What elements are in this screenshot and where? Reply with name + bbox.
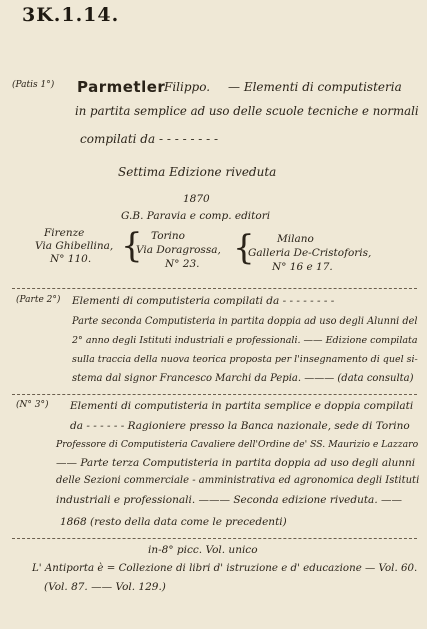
entry3-tag: (N° 3°) (16, 400, 49, 410)
entry1-edition: Settima Edizione riveduta (118, 165, 277, 179)
brace-glyph: { (233, 228, 255, 268)
entry3-line: Elementi di computisteria in partita semplice e doppia compilati (70, 400, 414, 412)
brace-glyph: { (121, 226, 143, 266)
format-note: in-8° picc. Vol. unico (148, 544, 258, 556)
city-street: Galleria De-Cristoforis, (248, 247, 372, 259)
series-note-line1: L' Antiporta è = Collezione di libri d' istruzione e d' educazione — Vol. 60. (32, 562, 418, 574)
entry1-title-line1: — Elementi di computisteria (228, 80, 402, 94)
entry1-tag: (Patis 1°) (12, 80, 55, 90)
separator-rule (12, 288, 417, 289)
city-number: N° 110. (50, 253, 92, 265)
shelfmark: 3K.1.14. (22, 4, 120, 26)
separator-rule (12, 394, 417, 395)
entry2-line: 2° anno degli Istituti industriali e professionali. —— Edizione compilata (72, 335, 418, 346)
entry1-author: Parmetler (77, 78, 166, 96)
entry2-line: sulla traccia della nuova teorica proposta per l'insegnamento di quel si- (72, 354, 418, 365)
series-note-line2: (Vol. 87. —— Vol. 129.) (44, 581, 166, 593)
entry2-tag: (Parte 2°) (16, 295, 61, 305)
city-number: N° 16 e 17. (272, 261, 333, 273)
entry3-line: —— Parte terza Computisteria in partita doppia ad uso degli alunni (56, 457, 416, 469)
entry1-publisher: G.B. Paravia e comp. editori (121, 210, 271, 222)
entry3-line: delle Sezioni commerciale - amministrativa ed agronomica degli Istituti (56, 475, 420, 486)
separator-rule (12, 538, 417, 539)
city-name: Firenze (44, 227, 85, 239)
city-street: Via Ghibellina, (35, 240, 114, 252)
entry2-line: Elementi di computisteria compilati da - - - - - - - - (72, 295, 335, 307)
entry3-line: Professore di Computisteria Cavaliere dell'Ordine de' SS. Maurizio e Lazzaro (56, 439, 419, 450)
city-name: Milano (277, 233, 314, 245)
entry1-title-line2: in partita semplice ad uso delle scuole tecniche e normali (75, 104, 419, 118)
entry3-line: industriali e professionali. ——— Seconda edizione riveduta. —— (56, 494, 402, 506)
entry1-year: 1870 (183, 193, 210, 205)
entry1-given-name: Filippo. (164, 80, 211, 94)
city-number: N° 23. (165, 258, 200, 270)
entry1-title-line3: compilati da - - - - - - - - (80, 132, 219, 146)
entry3-line: da - - - - - - Ragioniere presso la Banca nazionale, sede di Torino (70, 420, 410, 432)
entry2-line: Parte seconda Computisteria in partita doppia ad uso degli Alunni del (72, 316, 418, 327)
entry3-line: 1868 (resto della data come le precedenti) (60, 516, 287, 528)
entry2-line: stema dal signor Francesco Marchi da Pepia. ——— (data consulta) (72, 373, 414, 384)
city-street: Via Doragrossa, (136, 244, 221, 256)
city-name: Torino (151, 230, 185, 242)
